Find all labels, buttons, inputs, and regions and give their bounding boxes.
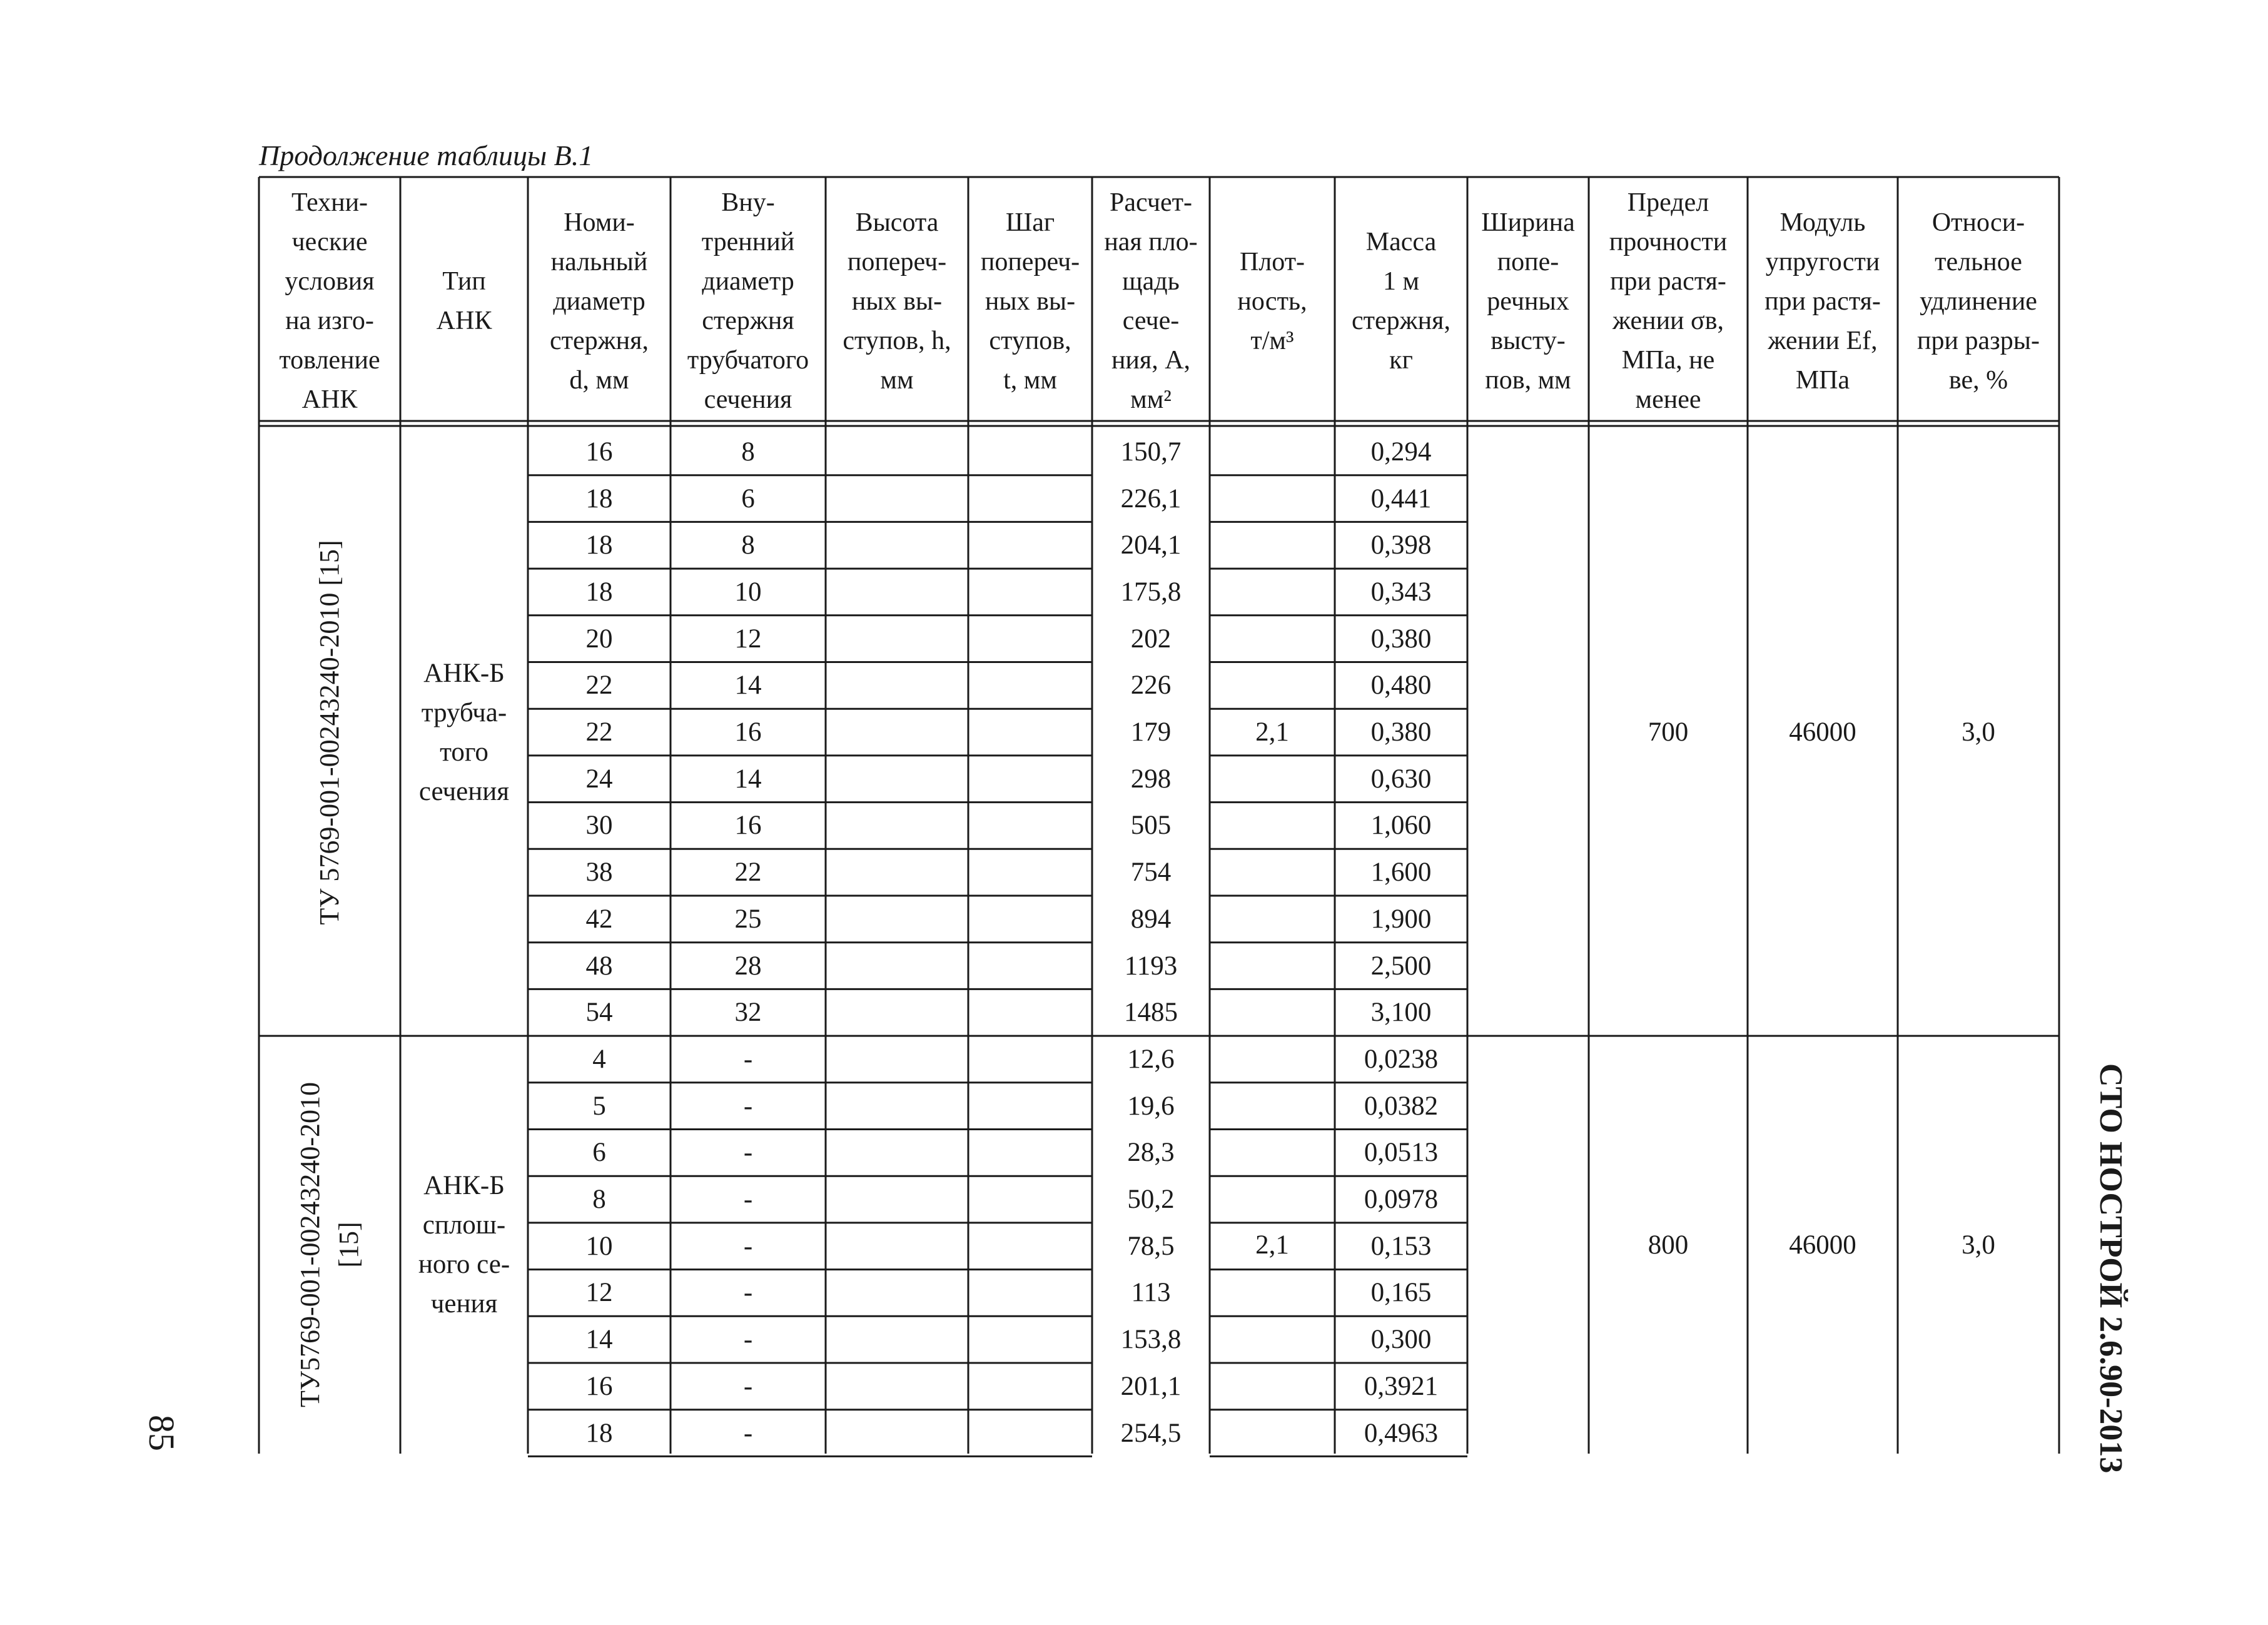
- header-line: сечения: [704, 385, 792, 414]
- cell-diameter: 16: [585, 1371, 613, 1401]
- cell-diameter: 20: [585, 624, 613, 654]
- header-line: стержня,: [550, 326, 649, 355]
- header-line: при растя-: [1610, 267, 1726, 296]
- header-line: менее: [1635, 385, 1701, 414]
- cell-area: 19,6: [1127, 1091, 1175, 1121]
- cell-mass: 0,0238: [1364, 1044, 1439, 1074]
- header-tech: [259, 183, 400, 420]
- header-line: Ширина: [1481, 208, 1575, 237]
- header-line: Техни-: [291, 188, 368, 217]
- cell-area: 204,1: [1120, 530, 1182, 560]
- cell-mass: 1,060: [1370, 811, 1432, 841]
- elongation-cell: [1898, 1036, 2059, 1454]
- header-line: диаметр: [702, 267, 794, 296]
- type-cell-line: сплош-: [422, 1210, 506, 1240]
- spec-cell: [291, 1082, 368, 1407]
- header-line: t, мм: [1003, 365, 1057, 395]
- spec-cell-line: [15]: [333, 1222, 364, 1268]
- cell-diameter: 54: [585, 998, 613, 1028]
- cell-mass: 0,4963: [1364, 1418, 1439, 1448]
- cell-diameter: 4: [592, 1044, 606, 1074]
- strength-cell-line: 800: [1648, 1230, 1689, 1260]
- spec-cell: [310, 540, 349, 924]
- cell-inner-diameter: -: [743, 1418, 753, 1448]
- header-line: попе-: [1497, 247, 1559, 276]
- cell-inner-diameter: 25: [734, 904, 762, 934]
- cell-inner-diameter: 16: [734, 717, 762, 747]
- cell-inner-diameter: -: [743, 1185, 753, 1215]
- cell-mass: 0,0513: [1364, 1138, 1439, 1168]
- header-line: МПа, не: [1621, 346, 1715, 375]
- header-line: упругости: [1765, 247, 1880, 276]
- header-line: сече-: [1122, 306, 1180, 335]
- cell-diameter: 38: [585, 858, 613, 888]
- header-line: попереч-: [847, 247, 947, 276]
- header-line: при растя-: [1764, 286, 1881, 316]
- cell-mass: 0,294: [1370, 437, 1432, 467]
- header-line: тельное: [1935, 247, 2022, 276]
- header-mass: [1335, 223, 1467, 380]
- density-cell-line: 2,1: [1255, 717, 1289, 747]
- type-cell-line: чения: [430, 1289, 498, 1319]
- header-strength: [1589, 183, 1748, 420]
- table-caption: Продолжение таблицы В.1: [259, 139, 594, 171]
- cell-area: 12,6: [1127, 1044, 1175, 1074]
- cell-mass: 0,441: [1370, 483, 1432, 514]
- spec-cell-line: ТУ 5769-001-00243240-2010 [15]: [314, 539, 345, 925]
- cell-inner-diameter: 14: [734, 764, 762, 794]
- cell-area: 153,8: [1120, 1325, 1182, 1355]
- cell-diameter: 18: [585, 483, 613, 514]
- header-h: [826, 203, 968, 400]
- header-line: диаметр: [553, 286, 645, 316]
- header-t: [968, 203, 1092, 400]
- header-density: [1210, 243, 1335, 361]
- header-d: [528, 203, 671, 400]
- cell-area: 1193: [1124, 951, 1178, 981]
- cell-area: 113: [1131, 1278, 1171, 1308]
- cell-mass: 0,3921: [1364, 1371, 1439, 1401]
- cell-diameter: 16: [585, 437, 613, 467]
- header-line: ступов,: [989, 326, 1071, 355]
- cell-area: 298: [1130, 764, 1172, 794]
- modulus-cell: [1748, 1036, 1898, 1454]
- cell-area: 50,2: [1127, 1185, 1175, 1215]
- page-number: 85: [141, 1415, 182, 1451]
- density-cell: [1210, 428, 1335, 1036]
- cell-area: 179: [1130, 717, 1172, 747]
- cell-diameter: 12: [585, 1278, 613, 1308]
- header-line: удлинение: [1920, 286, 2037, 316]
- modulus-cell-line: 46000: [1789, 1230, 1856, 1260]
- header-modulus: [1748, 203, 1898, 400]
- cell-inner-diameter: -: [743, 1325, 753, 1355]
- header-line: мм²: [1130, 385, 1172, 414]
- cell-inner-diameter: 32: [734, 998, 762, 1028]
- cell-inner-diameter: -: [743, 1231, 753, 1261]
- cell-area: 1485: [1124, 998, 1178, 1028]
- strength-cell-line: 700: [1648, 717, 1689, 747]
- cell-mass: 3,100: [1370, 998, 1432, 1028]
- header-type: [400, 262, 528, 341]
- cell-diameter: 18: [585, 577, 613, 607]
- cell-diameter: 22: [585, 717, 613, 747]
- cell-inner-diameter: 22: [734, 858, 762, 888]
- header-line: Тип: [442, 267, 486, 296]
- cell-mass: 0,630: [1370, 764, 1432, 794]
- header-line: ве, %: [1948, 365, 2008, 395]
- cell-inner-diameter: 28: [734, 951, 762, 981]
- header-line: при разры-: [1917, 326, 2040, 355]
- cell-inner-diameter: -: [743, 1138, 753, 1168]
- cell-mass: 0,153: [1370, 1231, 1432, 1261]
- header-line: т/м³: [1250, 326, 1294, 355]
- cell-mass: 0,0978: [1364, 1185, 1439, 1215]
- header-line: ных вы-: [851, 286, 943, 316]
- header-line: ческие: [291, 228, 368, 256]
- cell-mass: 0,398: [1370, 530, 1432, 560]
- header-line: d, мм: [569, 365, 629, 395]
- cell-diameter: 6: [592, 1138, 606, 1168]
- density-cell: [1210, 1036, 1335, 1454]
- header-line: ность,: [1237, 286, 1307, 316]
- cell-diameter: 48: [585, 951, 613, 981]
- header-line: Шаг: [1005, 208, 1055, 237]
- density-cell-line: 2,1: [1255, 1230, 1289, 1260]
- header-line: прочности: [1609, 228, 1728, 256]
- document-code: СТО НОСТРОЙ 2.6.90-2013: [2093, 1063, 2129, 1474]
- header-line: Масса: [1365, 228, 1437, 256]
- header-line: 1 м: [1382, 267, 1420, 296]
- cell-inner-diameter: 16: [734, 811, 762, 841]
- cell-diameter: 5: [592, 1091, 606, 1121]
- cell-diameter: 30: [585, 811, 613, 841]
- type-cell-line: ного се-: [418, 1250, 510, 1280]
- type-cell: [400, 428, 528, 1036]
- cell-mass: 1,900: [1370, 904, 1432, 934]
- header-line: условия: [285, 267, 375, 296]
- cell-inner-diameter: -: [743, 1044, 753, 1074]
- cell-inner-diameter: -: [743, 1278, 753, 1308]
- header-line: стержня: [702, 306, 794, 335]
- cell-diameter: 24: [585, 764, 613, 794]
- strength-cell: [1589, 428, 1748, 1036]
- header-line: ных вы-: [985, 286, 1076, 316]
- header-line: Относи-: [1931, 208, 2025, 237]
- header-line: товление: [279, 346, 380, 375]
- header-line: Модуль: [1779, 208, 1866, 237]
- cell-mass: 1,600: [1370, 858, 1432, 888]
- cell-mass: 2,500: [1370, 951, 1432, 981]
- cell-area: 150,7: [1120, 437, 1182, 467]
- cell-diameter: 14: [585, 1325, 613, 1355]
- cell-mass: 0,380: [1370, 717, 1432, 747]
- header-line: Плот-: [1239, 247, 1305, 276]
- header-line: Номи-: [564, 208, 635, 237]
- cell-diameter: 18: [585, 1418, 613, 1448]
- header-din: [671, 183, 826, 420]
- strength-cell: [1589, 1036, 1748, 1454]
- cell-mass: 0,165: [1370, 1278, 1432, 1308]
- cell-area: 202: [1130, 624, 1172, 654]
- header-line: нальный: [550, 247, 648, 276]
- modulus-cell: [1748, 428, 1898, 1036]
- header-line: жении σв,: [1612, 306, 1724, 335]
- header-line: АНК: [436, 306, 492, 335]
- header-line: мм: [880, 365, 914, 395]
- header-elong: [1898, 203, 2059, 400]
- cell-mass: 0,300: [1370, 1325, 1432, 1355]
- cell-area: 894: [1130, 904, 1172, 934]
- cell-area: 254,5: [1120, 1418, 1182, 1448]
- header-line: речных: [1487, 286, 1569, 316]
- header-line: на изго-: [285, 306, 374, 335]
- header-line: трубчатого: [687, 346, 809, 375]
- cell-inner-diameter: 12: [734, 624, 762, 654]
- header-line: Расчет-: [1110, 188, 1192, 217]
- cell-mass: 0,0382: [1364, 1091, 1439, 1121]
- elongation-cell-line: 3,0: [1962, 1230, 1995, 1260]
- cell-area: 175,8: [1120, 577, 1182, 607]
- header-line: щадь: [1122, 267, 1180, 296]
- cell-area: 226: [1130, 671, 1172, 701]
- header-line: ная пло-: [1104, 228, 1198, 256]
- header-line: ния, A,: [1111, 346, 1191, 375]
- cell-area: 201,1: [1120, 1371, 1182, 1401]
- cell-diameter: 22: [585, 671, 613, 701]
- header-line: стержня,: [1352, 306, 1450, 335]
- type-cell-line: АНК-Б: [423, 1171, 505, 1201]
- cell-diameter: 18: [585, 530, 613, 560]
- header-line: высту-: [1491, 326, 1566, 355]
- spec-cell-line: ТУ5769-001-00243240-2010: [295, 1082, 325, 1408]
- header-line: Вну-: [721, 188, 775, 217]
- header-line: АНК: [301, 385, 358, 414]
- cell-mass: 0,380: [1370, 624, 1432, 654]
- header-line: жении Ef,: [1768, 326, 1878, 355]
- cell-diameter: 10: [585, 1231, 613, 1261]
- header-line: МПа: [1795, 365, 1850, 395]
- modulus-cell-line: 46000: [1789, 717, 1856, 747]
- header-line: кг: [1389, 346, 1413, 375]
- header-area: [1092, 183, 1210, 420]
- header-line: Высота: [855, 208, 939, 237]
- cell-area: 754: [1130, 858, 1172, 888]
- cell-inner-diameter: 8: [741, 437, 755, 467]
- cell-area: 505: [1130, 811, 1172, 841]
- elongation-cell: [1898, 428, 2059, 1036]
- cell-inner-diameter: -: [743, 1091, 753, 1121]
- type-cell-line: того: [440, 737, 489, 767]
- cell-mass: 0,480: [1370, 671, 1432, 701]
- elongation-cell-line: 3,0: [1962, 717, 1995, 747]
- header-line: Предел: [1627, 188, 1709, 217]
- cell-inner-diameter: 6: [741, 483, 755, 514]
- type-cell: [400, 1036, 528, 1454]
- header-line: тренний: [701, 228, 795, 256]
- header-line: пов, мм: [1485, 365, 1571, 395]
- cell-area: 226,1: [1120, 483, 1182, 514]
- header-line: ступов, h,: [843, 326, 951, 355]
- header-width: [1467, 203, 1589, 400]
- cell-inner-diameter: 14: [734, 671, 762, 701]
- cell-area: 28,3: [1127, 1138, 1175, 1168]
- cell-diameter: 8: [592, 1185, 606, 1215]
- type-cell-line: трубча-: [421, 697, 507, 727]
- cell-inner-diameter: -: [743, 1371, 753, 1401]
- cell-diameter: 42: [585, 904, 613, 934]
- type-cell-line: АНК-Б: [423, 658, 505, 688]
- type-cell-line: сечения: [418, 776, 510, 806]
- cell-mass: 0,343: [1370, 577, 1432, 607]
- cell-inner-diameter: 10: [734, 577, 762, 607]
- header-line: попереч-: [980, 247, 1080, 276]
- cell-inner-diameter: 8: [741, 530, 755, 560]
- cell-area: 78,5: [1127, 1231, 1175, 1261]
